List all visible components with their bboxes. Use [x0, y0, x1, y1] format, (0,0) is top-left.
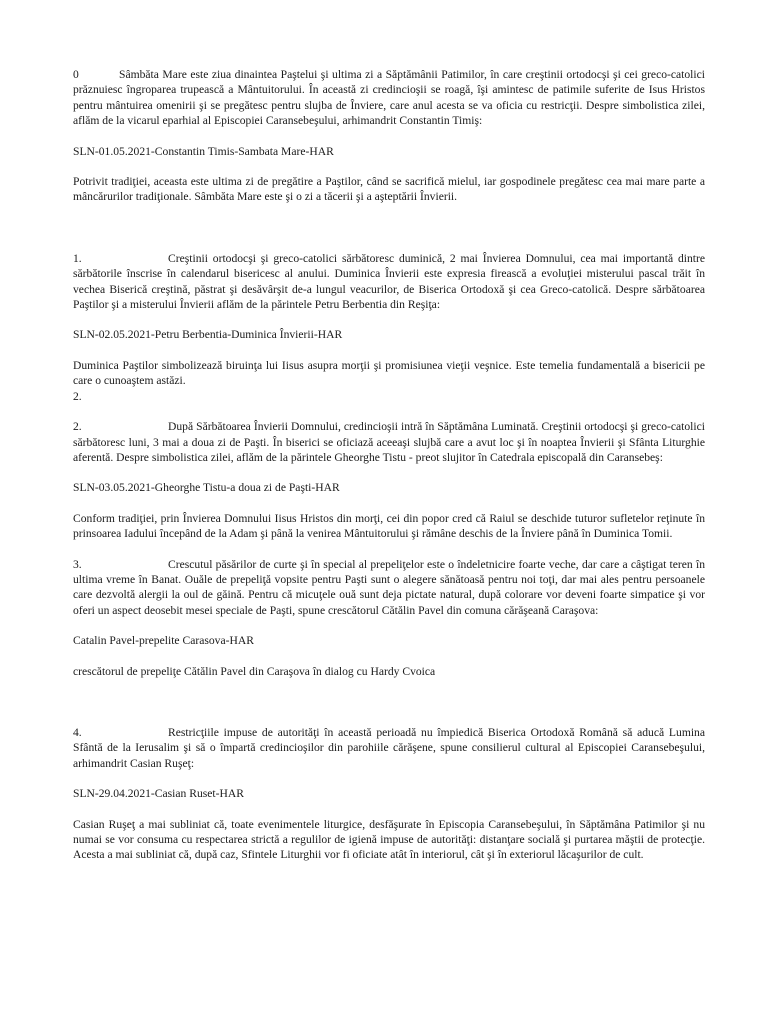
trailing-number: 2.: [73, 389, 82, 403]
spacer: [73, 465, 705, 480]
document-page: [73, 67, 705, 863]
section-followup: Duminica Paştilor simbolizează biruinţa lui Iisus asupra morţii şi promisiunea vieţii veşnice. Este temelia fundamentală a bisericii pe care o cunoaştem astăzi.: [73, 358, 705, 388]
section-0-intro: [73, 67, 705, 129]
audio-slug: SLN-01.05.2021-Constantin Timis-Sambata Mare-HAR: [73, 144, 334, 158]
section-intro-text: Crescutul păsărilor de curte şi în special al prepeliţelor este o îndeletnicire foarte veche, dar care a câştigat teren în ultima vreme în Banat. Ouăle de prepeliţă vopsite pentru Paşti sunt o alegere sănătoasă pentru noi toţi, dar mai ales pentru persoanele care dezvoltă alergii la oul de găină. Pentru că micuţele ouă sunt deja pictate natural, după colorare vor deveni foarte simpatice şi vor oferi un aspect deosebit mesei speciale de Paşti, spune crescătorul Cătălin Pavel din comuna cărăşeană Caraşova:: [73, 557, 705, 617]
section-number: 4.: [73, 725, 82, 739]
section-number: 2.: [73, 420, 82, 434]
spacer: [73, 404, 705, 419]
spacer: [73, 159, 705, 174]
audio-slug: SLN-02.05.2021-Petru Berbentia-Duminica Învierii-HAR: [73, 328, 343, 342]
spacer: [73, 771, 705, 786]
section-followup: crescătorul de prepeliţe Cătălin Pavel din Caraşova în dialog cu Hardy Cvoica: [73, 664, 436, 678]
section-2-intro: [73, 419, 705, 465]
audio-slug: Catalin Pavel-prepelite Carasova-HAR: [73, 634, 254, 648]
spacer: [73, 649, 705, 664]
spacer: [73, 679, 705, 725]
audio-slug: SLN-29.04.2021-Casian Ruset-HAR: [73, 787, 244, 801]
spacer: [73, 618, 705, 633]
section-4-intro: [73, 725, 705, 771]
section-3-intro: [73, 557, 705, 619]
section-followup: Potrivit tradiţiei, aceasta este ultima zi de pregătire a Paştilor, când se sacrifică mielul, iar gospodinele pregătesc cea mai mare parte a mâncărurilor tradiţionale. Sâmbăta Mare este şi o zi a tăcerii şi a aşteptării Învierii.: [73, 175, 705, 204]
spacer: [73, 205, 705, 251]
section-intro-text: Creştinii ortodocşi şi greco-catolici sărbătoresc duminică, 2 mai Învierea Domnului, cea mai importantă dintre sărbătorile înscrise în calendarul bisericesc al anului. Duminica Învierii este expresia firească a evoluţiei misterului pascal trăit în vechea Biserică creştină, păstrat şi desăvârşit de-a lungul veacurilor, de Biserica Ortodoxă şi cea Greco-catolică. Despre sărbătoarea Paştilor şi a misterului Învierii aflăm de la părintele Petru Berbentia din Reşiţa:: [73, 251, 705, 312]
section-number: 1.: [73, 251, 82, 265]
spacer: [73, 496, 705, 511]
section-number: 3.: [73, 557, 82, 571]
spacer: [73, 802, 705, 817]
section-intro-text: Sâmbăta Mare este ziua dinaintea Paştelui şi ultima zi a Săptămânii Patimilor, în care creştinii ortodocşi şi cei greco-catolici prăznuiesc îngroparea trupească a Mântuitorului. În această zi credincioşii se roagă, îşi amintesc de patimile suferite de Isus Hristos pentru mântuirea omenirii şi se pregătesc pentru slujba de Înviere, care anul acesta se va oficia cu restricţii. Despre simbolistica zilei, aflăm de la vicarul eparhial al Episcopiei Caransebeşului, arhimandrit Constantin Timiş:: [73, 68, 705, 128]
spacer: [73, 312, 705, 327]
spacer: [73, 129, 705, 144]
section-intro-text: Restricţiile impuse de autorităţi în această perioadă nu împiedică Biserica Ortodoxă Română să aducă Lumina Sfântă de la Ierusalim şi să o împartă credincioşilor din parohiile cărăşene, spune consilierul cultural al Episcopiei Caransebeşului, arhimandrit Casian Ruşeţ:: [73, 725, 705, 770]
section-followup: Conform tradiţiei, prin Învierea Domnului Iisus Hristos din morţi, cei din popor cred că Raiul se deschide tuturor sufletelor reţinute în prinsoarea Iadului începând de la Adam şi până la venirea Mântuitorului şi rămâne deschis de la Înviere până în Duminica Tomii.: [73, 511, 705, 541]
audio-slug: SLN-03.05.2021-Gheorghe Tistu-a doua zi de Paşti-HAR: [73, 481, 340, 495]
spacer: [73, 343, 705, 358]
section-1-intro: [73, 251, 705, 313]
spacer: [73, 542, 705, 557]
section-followup: Casian Ruşeţ a mai subliniat că, toate evenimentele liturgice, desfăşurate în Episcopia Caransebeşului, în Săptămâna Patimilor şi nu numai se vor consuma cu respectarea strictă a regulilor de igienă impuse de autorităţi: distanţare socială şi purtarea măştii de protecţie. Acesta a mai subliniat că, după caz, Sfintele Liturghii vor fi oficiate atât în interiorul, cât şi în exteriorul lăcaşurilor de cult.: [73, 817, 705, 862]
section-intro-text: După Sărbătoarea Învierii Domnului, credincioşii intră în Săptămâna Luminată. Creştinii ortodocşi şi greco-catolici sărbătoresc luni, 3 mai a doua zi de Paşti. În biserici se oficiază aceeaşi slujbă care a avut loc şi în noaptea Învierii şi Sfânta Liturghie aferentă. Despre simbolistica zilei, aflăm de la părintele Gheorghe Tistu - preot slujitor în Catedrala episcopală din Caransebeş:: [73, 420, 705, 464]
section-number: 0: [73, 68, 79, 81]
